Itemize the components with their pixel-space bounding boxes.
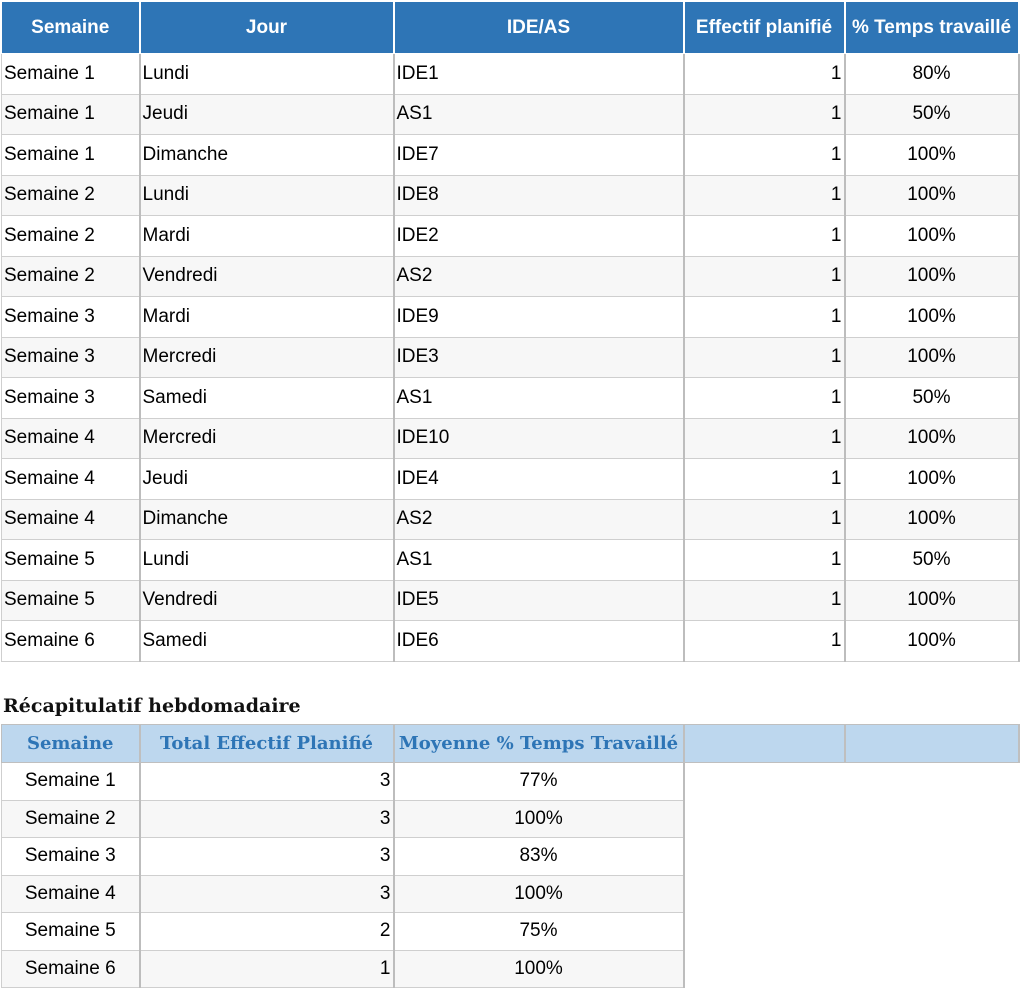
summary-cell-moyenne[interactable]: 100%	[394, 950, 684, 988]
schedule-row	[2, 297, 1019, 338]
cell-jour[interactable]: Lundi	[140, 175, 394, 216]
summary-cell-moyenne[interactable]: 100%	[394, 800, 684, 838]
cell-ide-as[interactable]: IDE3	[394, 337, 684, 378]
summary-empty-cell	[684, 800, 845, 838]
cell-semaine[interactable]: Semaine 4	[2, 459, 140, 500]
summary-title: Récapitulatif hebdomadaire	[3, 695, 301, 717]
summary-cell-moyenne[interactable]: 77%	[394, 763, 684, 801]
cell-semaine[interactable]: Semaine 2	[2, 216, 140, 257]
column-header-semaine[interactable]: Semaine	[2, 2, 140, 54]
column-header-jour[interactable]: Jour	[140, 2, 394, 54]
cell-ide-as[interactable]: AS1	[394, 378, 684, 419]
cell-ide-as[interactable]: IDE7	[394, 135, 684, 176]
summary-empty-cell	[845, 763, 1019, 801]
cell-jour[interactable]: Mercredi	[140, 337, 394, 378]
schedule-row	[2, 256, 1019, 297]
summary-cell-moyenne[interactable]: 83%	[394, 838, 684, 876]
cell-jour[interactable]: Samedi	[140, 378, 394, 419]
summary-empty-cell	[845, 800, 1019, 838]
summary-header-moyenne-temps[interactable]: Moyenne % Temps Travaillé	[394, 725, 684, 763]
cell-effectif[interactable]: 1	[684, 94, 845, 135]
summary-cell-semaine[interactable]: Semaine 2	[2, 800, 140, 838]
cell-ide-as[interactable]: IDE4	[394, 459, 684, 500]
summary-cell-total[interactable]: 1	[140, 950, 394, 988]
cell-jour[interactable]: Vendredi	[140, 256, 394, 297]
cell-ide-as[interactable]: IDE6	[394, 621, 684, 662]
cell-jour[interactable]: Samedi	[140, 621, 394, 662]
column-header-temps-travaille[interactable]: % Temps travaillé	[845, 2, 1019, 54]
cell-semaine[interactable]: Semaine 1	[2, 94, 140, 135]
cell-semaine[interactable]: Semaine 5	[2, 580, 140, 621]
summary-empty-cell	[845, 875, 1019, 913]
cell-semaine[interactable]: Semaine 5	[2, 540, 140, 581]
cell-semaine[interactable]: Semaine 3	[2, 378, 140, 419]
cell-semaine[interactable]: Semaine 4	[2, 499, 140, 540]
summary-cell-total[interactable]: 3	[140, 838, 394, 876]
cell-effectif[interactable]: 1	[684, 540, 845, 581]
cell-temps[interactable]: 100%	[845, 175, 1019, 216]
cell-semaine[interactable]: Semaine 1	[2, 135, 140, 176]
cell-jour[interactable]: Lundi	[140, 540, 394, 581]
cell-ide-as[interactable]: IDE8	[394, 175, 684, 216]
cell-effectif[interactable]: 1	[684, 337, 845, 378]
summary-cell-semaine[interactable]: Semaine 3	[2, 838, 140, 876]
schedule-row	[2, 459, 1019, 500]
cell-effectif[interactable]: 1	[684, 459, 845, 500]
summary-cell-total[interactable]: 2	[140, 913, 394, 951]
cell-jour[interactable]: Jeudi	[140, 94, 394, 135]
cell-effectif[interactable]: 1	[684, 580, 845, 621]
cell-jour[interactable]: Dimanche	[140, 135, 394, 176]
cell-effectif[interactable]: 1	[684, 135, 845, 176]
summary-empty-cell	[684, 875, 845, 913]
summary-row	[2, 763, 1019, 801]
weekly-summary-table	[1, 724, 1020, 988]
summary-cell-semaine[interactable]: Semaine 6	[2, 950, 140, 988]
cell-temps[interactable]: 50%	[845, 540, 1019, 581]
column-header-ide-as[interactable]: IDE/AS	[394, 2, 684, 54]
summary-cell-semaine[interactable]: Semaine 1	[2, 763, 140, 801]
cell-temps[interactable]: 100%	[845, 499, 1019, 540]
summary-empty-cell	[845, 913, 1019, 951]
cell-jour[interactable]: Jeudi	[140, 459, 394, 500]
cell-temps[interactable]: 100%	[845, 621, 1019, 662]
summary-row	[2, 950, 1019, 988]
cell-effectif[interactable]: 1	[684, 499, 845, 540]
cell-jour[interactable]: Dimanche	[140, 499, 394, 540]
cell-ide-as[interactable]: IDE9	[394, 297, 684, 338]
cell-jour[interactable]: Vendredi	[140, 580, 394, 621]
cell-temps[interactable]: 100%	[845, 256, 1019, 297]
cell-ide-as[interactable]: IDE5	[394, 580, 684, 621]
cell-semaine[interactable]: Semaine 3	[2, 337, 140, 378]
summary-cell-semaine[interactable]: Semaine 4	[2, 875, 140, 913]
summary-cell-semaine[interactable]: Semaine 5	[2, 913, 140, 951]
summary-empty-cell	[684, 838, 845, 876]
cell-temps[interactable]: 50%	[845, 378, 1019, 419]
summary-row	[2, 875, 1019, 913]
cell-temps[interactable]: 100%	[845, 135, 1019, 176]
summary-cell-total[interactable]: 3	[140, 875, 394, 913]
schedule-row	[2, 540, 1019, 581]
schedule-row	[2, 337, 1019, 378]
cell-ide-as[interactable]: AS2	[394, 256, 684, 297]
cell-effectif[interactable]: 1	[684, 216, 845, 257]
cell-ide-as[interactable]: AS1	[394, 94, 684, 135]
schedule-row	[2, 175, 1019, 216]
cell-semaine[interactable]: Semaine 1	[2, 54, 140, 95]
cell-ide-as[interactable]: AS1	[394, 540, 684, 581]
schedule-row	[2, 94, 1019, 135]
schedule-row	[2, 135, 1019, 176]
summary-header-empty-2[interactable]	[845, 725, 1019, 763]
cell-effectif[interactable]: 1	[684, 54, 845, 95]
summary-header-row	[2, 725, 1019, 763]
column-header-effectif-planifie[interactable]: Effectif planifié	[684, 2, 845, 54]
schedule-row	[2, 418, 1019, 459]
summary-empty-cell	[684, 950, 845, 988]
cell-jour[interactable]: Mardi	[140, 297, 394, 338]
cell-temps[interactable]: 100%	[845, 337, 1019, 378]
schedule-row	[2, 216, 1019, 257]
cell-temps[interactable]: 100%	[845, 297, 1019, 338]
summary-empty-cell	[845, 838, 1019, 876]
summary-header-total-effectif[interactable]: Total Effectif Planifié	[140, 725, 394, 763]
schedule-row	[2, 621, 1019, 662]
cell-semaine[interactable]: Semaine 2	[2, 256, 140, 297]
cell-effectif[interactable]: 1	[684, 256, 845, 297]
summary-empty-cell	[845, 950, 1019, 988]
summary-row	[2, 913, 1019, 951]
cell-semaine[interactable]: Semaine 4	[2, 418, 140, 459]
cell-temps[interactable]: 100%	[845, 459, 1019, 500]
cell-temps[interactable]: 100%	[845, 216, 1019, 257]
cell-semaine[interactable]: Semaine 6	[2, 621, 140, 662]
cell-effectif[interactable]: 1	[684, 418, 845, 459]
summary-cell-total[interactable]: 3	[140, 800, 394, 838]
cell-ide-as[interactable]: AS2	[394, 499, 684, 540]
schedule-header-row	[2, 2, 1019, 54]
schedule-row	[2, 54, 1019, 95]
cell-ide-as[interactable]: IDE10	[394, 418, 684, 459]
cell-effectif[interactable]: 1	[684, 621, 845, 662]
schedule-row	[2, 378, 1019, 419]
summary-empty-cell	[684, 913, 845, 951]
summary-header-empty-1[interactable]	[684, 725, 845, 763]
summary-cell-moyenne[interactable]: 75%	[394, 913, 684, 951]
summary-row	[2, 800, 1019, 838]
summary-empty-cell	[684, 763, 845, 801]
cell-temps[interactable]: 50%	[845, 94, 1019, 135]
schedule-row	[2, 499, 1019, 540]
schedule-table	[1, 1, 1020, 662]
cell-jour[interactable]: Lundi	[140, 54, 394, 95]
schedule-row	[2, 580, 1019, 621]
cell-effectif[interactable]: 1	[684, 378, 845, 419]
cell-effectif[interactable]: 1	[684, 297, 845, 338]
summary-cell-moyenne[interactable]: 100%	[394, 875, 684, 913]
summary-cell-total[interactable]: 3	[140, 763, 394, 801]
summary-header-semaine[interactable]: Semaine	[2, 725, 140, 763]
cell-jour[interactable]: Mercredi	[140, 418, 394, 459]
cell-temps[interactable]: 100%	[845, 418, 1019, 459]
cell-semaine[interactable]: Semaine 2	[2, 175, 140, 216]
cell-ide-as[interactable]: IDE2	[394, 216, 684, 257]
cell-jour[interactable]: Mardi	[140, 216, 394, 257]
cell-temps[interactable]: 80%	[845, 54, 1019, 95]
cell-ide-as[interactable]: IDE1	[394, 54, 684, 95]
summary-row	[2, 838, 1019, 876]
cell-temps[interactable]: 100%	[845, 580, 1019, 621]
cell-semaine[interactable]: Semaine 3	[2, 297, 140, 338]
cell-effectif[interactable]: 1	[684, 175, 845, 216]
